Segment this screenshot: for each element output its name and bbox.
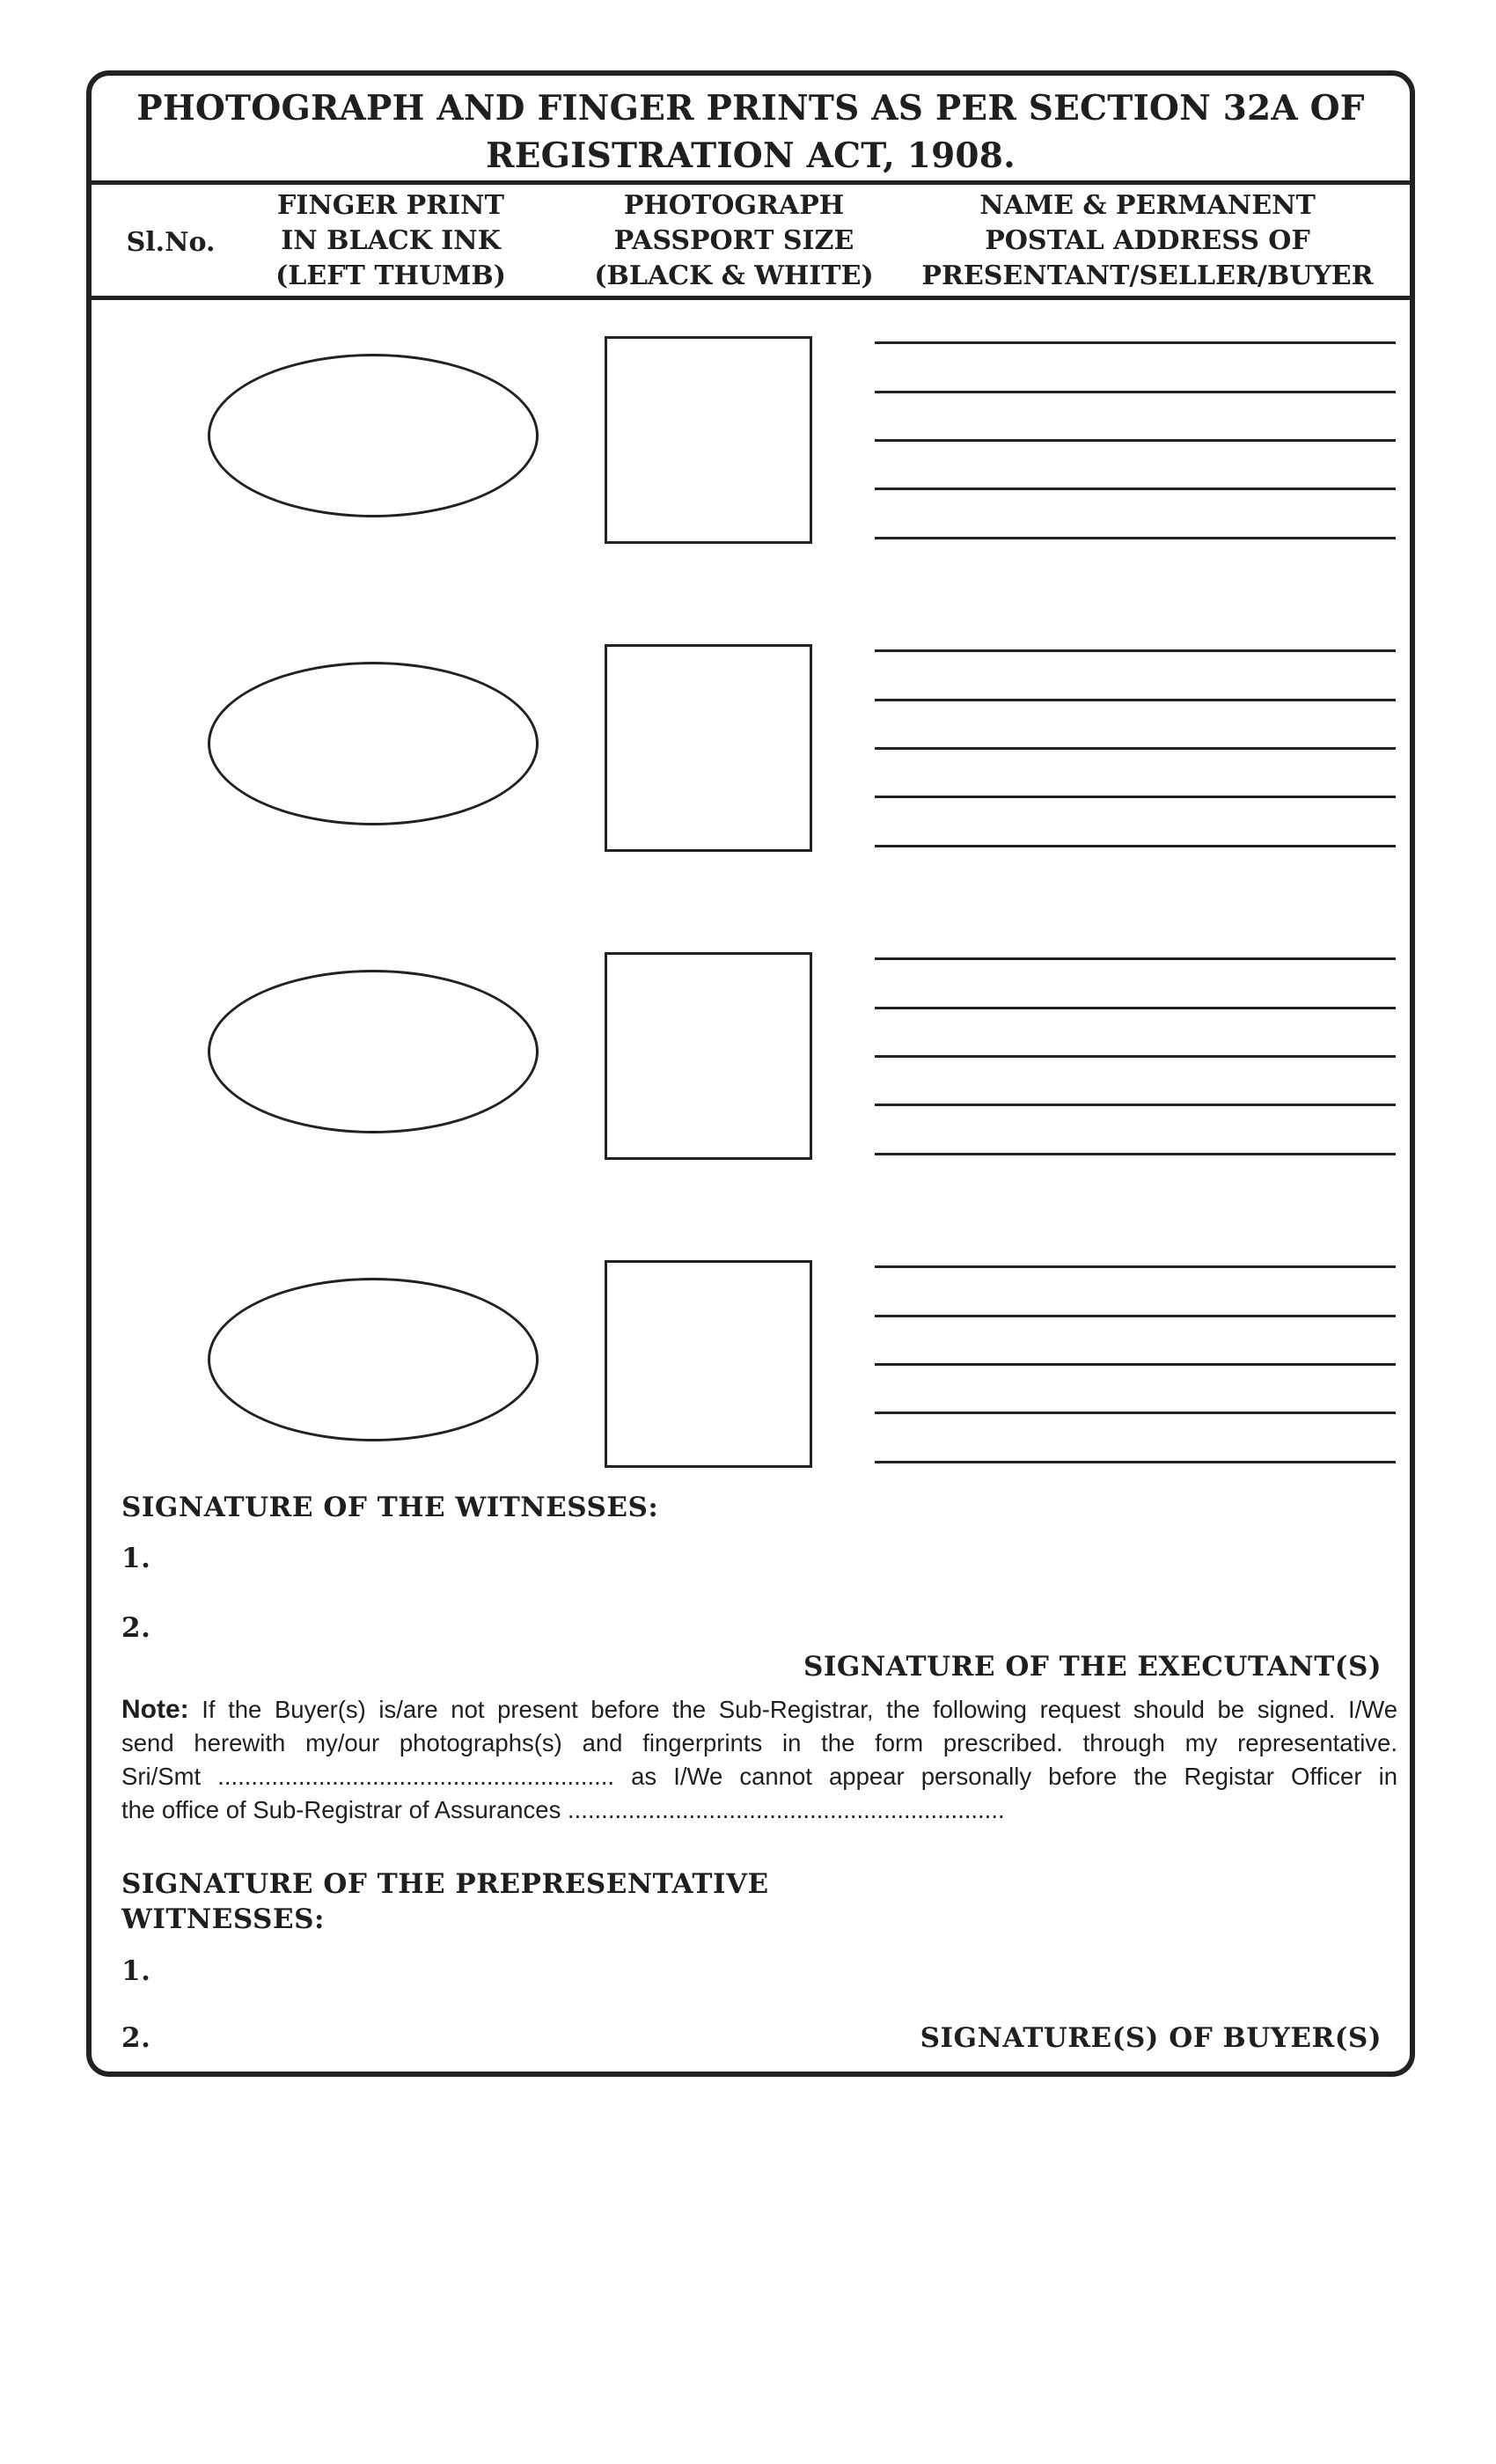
column-header-finger-line-2: IN BLACK INK <box>281 225 501 256</box>
note-paragraph <box>121 1693 1397 1827</box>
column-header-row <box>92 185 1410 300</box>
representative-heading-line-1: SIGNATURE OF THE PREPRESENTATIVE <box>121 1868 769 1900</box>
form-title-line-2: REGISTRATION ACT, 1908. <box>486 136 1016 176</box>
column-header-photo-line-2: PASSPORT SIZE <box>613 225 854 256</box>
column-header-name-address <box>884 188 1412 294</box>
address-line[interactable] <box>875 649 1396 652</box>
address-line[interactable] <box>875 1153 1396 1155</box>
witness-1-label: 1. <box>121 1543 151 1574</box>
address-line[interactable] <box>875 747 1396 750</box>
photo-box[interactable] <box>605 644 812 852</box>
representative-witness-1-label: 1. <box>121 1955 151 1987</box>
photo-box[interactable] <box>605 952 812 1160</box>
note-line-3: Sri/Smt ........................................................... as I/We cannot appear personally before the Registar Officer in <box>121 1763 1397 1790</box>
address-line[interactable] <box>875 488 1396 490</box>
column-header-name-line-1: NAME & PERMANENT <box>979 190 1316 221</box>
address-line[interactable] <box>875 1412 1396 1414</box>
thumb-impression-oval[interactable] <box>208 354 539 517</box>
photo-box[interactable] <box>605 1260 812 1468</box>
thumb-impression-oval[interactable] <box>208 1278 539 1441</box>
column-header-finger-line-3: (LEFT THUMB) <box>275 260 506 291</box>
registration-form <box>86 70 1415 2077</box>
column-header-finger-print <box>250 188 532 294</box>
column-header-photo-line-1: PHOTOGRAPH <box>623 190 845 221</box>
thumb-impression-oval[interactable] <box>208 970 539 1133</box>
note-line-4: the office of Sub-Registrar of Assurances ................................................................. <box>121 1796 1005 1823</box>
address-line[interactable] <box>875 439 1396 442</box>
address-line[interactable] <box>875 796 1396 798</box>
form-title <box>92 76 1410 185</box>
address-line[interactable] <box>875 1007 1396 1009</box>
address-line[interactable] <box>875 1315 1396 1317</box>
column-header-name-line-3: PRESENTANT/SELLER/BUYER <box>921 260 1374 291</box>
address-line[interactable] <box>875 1265 1396 1268</box>
executant-signature-label: SIGNATURE OF THE EXECUTANT(S) <box>803 1651 1382 1683</box>
address-line[interactable] <box>875 957 1396 960</box>
form-title-line-1: PHOTOGRAPH AND FINGER PRINTS AS PER SECTION 32A OF <box>136 88 1365 128</box>
address-line[interactable] <box>875 341 1396 344</box>
thumb-impression-oval[interactable] <box>208 662 539 825</box>
representative-witness-2-label: 2. <box>121 2022 151 2054</box>
address-line[interactable] <box>875 1055 1396 1058</box>
address-line[interactable] <box>875 699 1396 701</box>
address-line[interactable] <box>875 1104 1396 1106</box>
address-line[interactable] <box>875 1363 1396 1366</box>
note-line-2: send herewith my/our photographs(s) and fingerprints in the form prescribed. through my representative. <box>121 1729 1397 1756</box>
address-line[interactable] <box>875 1461 1396 1463</box>
note-line-1 <box>121 1693 1397 1727</box>
column-header-finger-line-1: FINGER PRINT <box>277 190 504 221</box>
note-label: Note: <box>121 1695 189 1724</box>
photo-box[interactable] <box>605 336 812 544</box>
witness-2-label: 2. <box>121 1612 151 1644</box>
column-header-slno: Sl.No. <box>126 227 216 258</box>
witnesses-heading: SIGNATURE OF THE WITNESSES: <box>121 1492 659 1523</box>
buyer-signature-label: SIGNATURE(S) OF BUYER(S) <box>920 2022 1382 2054</box>
column-header-photograph <box>580 188 888 294</box>
address-line[interactable] <box>875 845 1396 847</box>
representative-heading-line-2: WITNESSES: <box>121 1903 325 1935</box>
column-header-photo-line-3: (BLACK & WHITE) <box>594 260 874 291</box>
address-line[interactable] <box>875 537 1396 539</box>
address-line[interactable] <box>875 391 1396 393</box>
column-header-name-line-2: POSTAL ADDRESS OF <box>985 225 1310 256</box>
note-line-1-text: If the Buyer(s) is/are not present before the Sub-Registrar, the following request should be signed. I/We <box>202 1696 1397 1723</box>
